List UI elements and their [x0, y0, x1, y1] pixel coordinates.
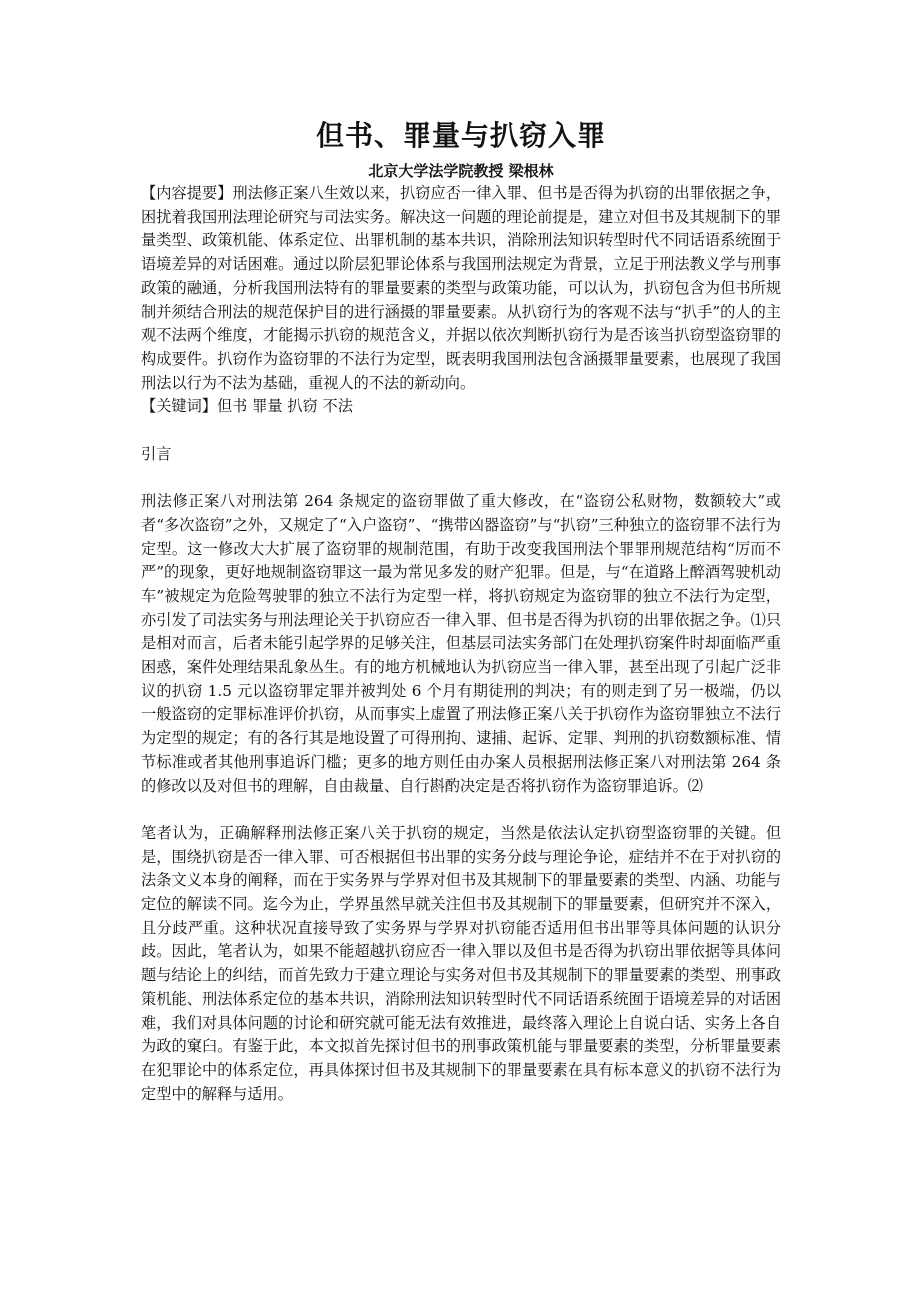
- author-line: 北京大学法学院教授 梁根林: [368, 162, 554, 180]
- abstract-label: 【内容提要】: [141, 184, 233, 202]
- document-title: 但书、罪量与扒窃入罪: [315, 119, 606, 152]
- body-paragraph-2: 笔者认为，正确解释刑法修正案八关于扒窃的规定，当然是依法认定扒窃型盗窃罪的关键。但是，围绕扒窃是否一律入罪、可否根据但书出罪的实务分歧与理论争论，症结并不在于对扒窃的法条文义本身的阐释，而在于实务界与学界对但书及其规制下的罪量要素的类型、内涵、功能与定位的解读不同。迄今为止，学界虽然早就关注但书及其规制下的罪量要素，但研究并不深入，且分歧严重。这种状况直接导致了实务界与学界对扒窃能否适用但书出罪等具体问题的认识分歧。因此，笔者认为，如果不能超越扒窃应否一律入罪以及但书是否得为扒窃出罪依据等具体问题与结论上的纠结，而首先致力于建立理论与实务对但书及其规制下的罪量要素的类型、刑事政策机能、刑法体系定位的基本共识，消除刑法知识转型时代不同话语系统囿于语境差异的对话困难，我们对具体问题的讨论和研究就可能无法有效推进，最终落入理论上自说白话、实务上各自为政的窠臼。有鉴于此，本文拟首先探讨但书的刑事政策机能与罪量要素的类型，分析罪量要素在犯罪论中的体系定位，再具体探讨但书及其规制下的罪量要素在具有标本意义的扒窃不法行为定型中的解释与适用。: [141, 823, 781, 1103]
- abstract-text: 刑法修正案八生效以来，扒窃应否一律入罪、但书是否得为扒窃的出罪依据之争，困扰着我国刑法理论研究与司法实务。解决这一问题的理论前提是，建立对但书及其规制下的罪量类型、政策机能、体系定位、出罪机制的基本共识，消除刑法知识转型时代不同话语系统囿于语境差异的对话困难。通过以阶层犯罪论体系与我国刑法规定为背景，立足于刑法教义学与刑事政策的融通，分析我国刑法特有的罪量要素的类型与政策功能，可以认为，扒窃包含为但书所规制并须结合刑法的规范保护目的进行涵摄的罪量要素。从扒窃行为的客观不法与“扒手”的人的主观不法两个维度，才能揭示扒窃的规范含义，并据以依次判断扒窃行为是否该当扒窃型盗窃罪的构成要件。扒窃作为盗窃罪的不法行为定型，既表明我国刑法包含涵摄罪量要素，也展现了我国刑法以行为不法为基础，重视人的不法的新动向。: [141, 184, 782, 392]
- document-page: [141, 118, 781, 1106]
- abstract-paragraph: [141, 182, 781, 395]
- keywords-text: 但书 罪量 扒窃 不法: [216, 397, 353, 416]
- keywords-label: 【关键词】: [141, 397, 217, 416]
- body-paragraph-1: 刑法修正案八对刑法第 264 条规定的盗窃罪做了重大修改，在“盗窃公私财物，数额较大”或者“多次盗窃”之外，又规定了“入户盗窃”、“携带凶器盗窃”与“扒窃”三种独立的盗窃罪不法行为定型。这一修改大大扩展了盗窃罪的规制范围，有助于改变我国刑法个罪罪刑规范结构“厉而不严”的现象，更好地规制盗窃罪这一最为常见多发的财产犯罪。但是，与“在道路上醉酒驾驶机动车”被规定为危险驾驶罪的独立不法行为定型一样，将扒窃规定为盗窃罪的独立不法行为定型，亦引发了司法实务与刑法理论关于扒窃应否一律入罪、但书是否得为扒窃的出罪依据之争。⑴只是相对而言，后者未能引起学界的足够关注，但基层司法实务部门在处理扒窃案件时却面临严重困惑，案件处理结果乱象丛生。有的地方机械地认为扒窃应当一律入罪，甚至出现了引起广泛非议的扒窃 1.5 元以盗窃罪定罪并被判处 6 个月有期徒刑的判决；有的则走到了另一极端，仍以一般盗窃的定罪标准评价扒窃，从而事实上虚置了刑法修正案八关于扒窃作为盗窃罪独立不法行为定型的规定；有的各行其是地设置了可得刑拘、逮捕、起诉、定罪、判刑的扒窃数额标准、情节标准或者其他刑事追诉门槛；更多的地方则任由办案人员根据刑法修正案八对刑法第 264 条的修改以及对但书的理解，自由裁量、自行斟酌决定是否将扒窃作为盗窃罪追诉。⑵: [141, 492, 781, 795]
- keywords-line: [141, 395, 781, 419]
- section-heading: 引言: [141, 444, 172, 463]
